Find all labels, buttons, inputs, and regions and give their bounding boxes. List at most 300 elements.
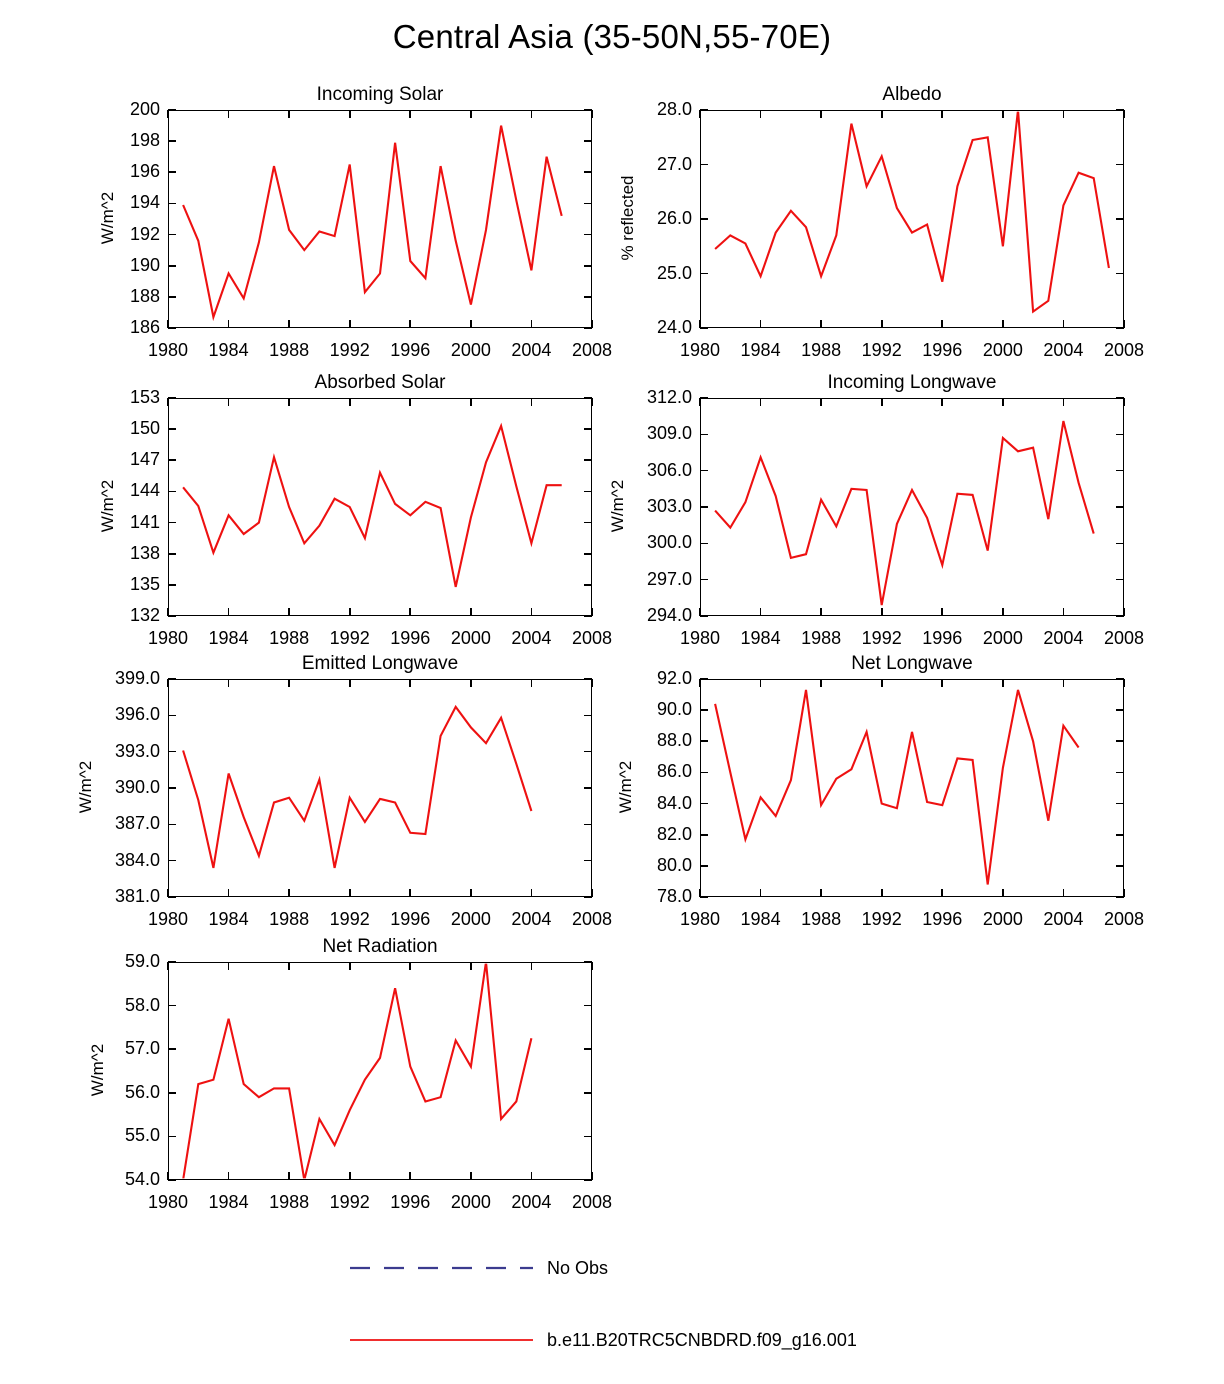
- legend-label-no-obs: No Obs: [547, 1258, 609, 1278]
- x-tick-mark: [531, 889, 533, 897]
- x-tick-label: 1984: [740, 340, 781, 360]
- y-tick-mark: [168, 1005, 176, 1007]
- x-tick-mark: [881, 889, 883, 897]
- x-tick-label: 1996: [922, 340, 963, 360]
- x-tick-mark: [820, 110, 822, 118]
- y-tick-mark: [584, 234, 592, 236]
- plot-area: [168, 679, 592, 897]
- y-tick-label: 58.0: [124, 994, 160, 1015]
- plot-area: [168, 962, 592, 1180]
- x-tick-label: 2004: [1043, 340, 1084, 360]
- y-tick-label: 90.0: [656, 699, 692, 720]
- y-tick-mark: [168, 1136, 176, 1138]
- y-tick-mark: [700, 397, 708, 399]
- x-tick-mark: [349, 398, 351, 406]
- y-tick-mark: [168, 428, 176, 430]
- y-tick-mark: [168, 296, 176, 298]
- plot-area: [700, 398, 1124, 616]
- y-axis-label: W/m^2: [98, 191, 117, 245]
- y-tick-label: 390.0: [114, 777, 160, 797]
- x-tick-mark: [228, 679, 230, 687]
- x-tick-mark: [881, 110, 883, 118]
- y-tick-mark: [168, 522, 176, 524]
- y-tick-label: 186: [129, 317, 160, 337]
- y-tick-label: 80.0: [656, 854, 692, 875]
- y-tick-label: 198: [129, 130, 160, 151]
- x-tick-mark: [941, 398, 943, 406]
- x-tick-mark: [1002, 320, 1004, 328]
- y-tick-mark: [700, 740, 708, 742]
- y-tick-mark: [700, 865, 708, 867]
- x-tick-label: 1992: [329, 628, 370, 648]
- y-tick-mark: [168, 1092, 176, 1094]
- x-tick-mark: [1063, 110, 1065, 118]
- y-tick-mark: [168, 1179, 176, 1181]
- x-tick-mark: [288, 1172, 290, 1180]
- x-tick-mark: [167, 608, 169, 616]
- y-tick-mark: [1116, 218, 1124, 220]
- y-tick-mark: [700, 470, 708, 472]
- x-tick-mark: [349, 320, 351, 328]
- x-tick-label: 2000: [450, 1192, 491, 1212]
- y-tick-label: 297.0: [646, 568, 692, 589]
- y-tick-mark: [700, 709, 708, 711]
- x-tick-mark: [591, 608, 593, 616]
- x-tick-mark: [349, 608, 351, 616]
- x-tick-mark: [1063, 679, 1065, 687]
- x-tick-mark: [820, 320, 822, 328]
- x-tick-mark: [941, 110, 943, 118]
- y-tick-mark: [168, 896, 176, 898]
- x-tick-mark: [591, 320, 593, 328]
- x-tick-label: 1996: [922, 909, 963, 929]
- legend-area: [0, 1220, 1224, 1380]
- y-tick-label: 82.0: [656, 823, 692, 844]
- y-tick-mark: [168, 327, 176, 329]
- x-tick-label: 1996: [390, 628, 431, 648]
- y-tick-mark: [1116, 709, 1124, 711]
- y-axis-label: W/m^2: [608, 479, 627, 533]
- x-tick-mark: [699, 889, 701, 897]
- y-tick-mark: [584, 787, 592, 789]
- y-tick-mark: [700, 678, 708, 680]
- y-tick-mark: [700, 218, 708, 220]
- x-tick-label: 2008: [571, 340, 613, 360]
- x-tick-label: 2000: [450, 340, 491, 360]
- y-axis-label: W/m^2: [76, 760, 95, 814]
- x-tick-mark: [409, 962, 411, 970]
- x-tick-mark: [349, 1172, 351, 1180]
- x-tick-mark: [1123, 679, 1125, 687]
- x-tick-label: 1988: [269, 628, 310, 648]
- y-tick-mark: [584, 296, 592, 298]
- y-tick-mark: [700, 434, 708, 436]
- chart-title: Incoming Longwave: [827, 372, 997, 393]
- chart-title: Net Radiation: [322, 936, 438, 957]
- x-tick-mark: [228, 398, 230, 406]
- x-tick-mark: [1002, 889, 1004, 897]
- x-tick-label: 1984: [208, 1192, 249, 1212]
- y-tick-mark: [700, 273, 708, 275]
- y-tick-label: 88.0: [656, 730, 692, 751]
- x-tick-mark: [1063, 398, 1065, 406]
- x-tick-mark: [167, 962, 169, 970]
- x-tick-mark: [591, 679, 593, 687]
- y-tick-mark: [168, 860, 176, 862]
- x-tick-mark: [288, 608, 290, 616]
- chart-title: Net Longwave: [851, 653, 973, 674]
- y-tick-mark: [584, 140, 592, 142]
- x-tick-label: 2004: [511, 909, 552, 929]
- y-tick-label: 84.0: [656, 792, 692, 813]
- x-tick-label: 2000: [450, 628, 491, 648]
- x-tick-mark: [409, 608, 411, 616]
- x-tick-mark: [409, 679, 411, 687]
- y-tick-mark: [700, 506, 708, 508]
- x-tick-mark: [531, 1172, 533, 1180]
- chart-title: Absorbed Solar: [314, 372, 446, 393]
- x-tick-label: 1992: [329, 909, 370, 929]
- x-tick-mark: [470, 679, 472, 687]
- x-tick-mark: [591, 110, 593, 118]
- y-tick-mark: [584, 171, 592, 173]
- y-tick-mark: [1116, 834, 1124, 836]
- y-tick-label: 309.0: [646, 423, 692, 444]
- y-tick-mark: [1116, 740, 1124, 742]
- x-tick-mark: [228, 110, 230, 118]
- y-axis-label: W/m^2: [98, 479, 117, 533]
- x-tick-mark: [591, 962, 593, 970]
- x-tick-mark: [760, 679, 762, 687]
- x-tick-mark: [167, 110, 169, 118]
- x-tick-mark: [470, 110, 472, 118]
- y-axis-label: % reflected: [618, 175, 637, 261]
- x-tick-label: 1980: [679, 909, 721, 929]
- y-tick-label: 387.0: [114, 813, 160, 834]
- x-tick-mark: [470, 962, 472, 970]
- y-tick-label: 27.0: [656, 153, 692, 174]
- y-tick-label: 26.0: [656, 208, 692, 228]
- y-tick-label: 200: [129, 99, 160, 119]
- y-tick-mark: [1116, 543, 1124, 545]
- y-tick-label: 135: [129, 573, 160, 594]
- x-tick-mark: [591, 1172, 593, 1180]
- x-tick-mark: [760, 889, 762, 897]
- x-tick-mark: [881, 679, 883, 687]
- x-tick-mark: [881, 608, 883, 616]
- x-tick-mark: [288, 398, 290, 406]
- y-axis-label: W/m^2: [616, 760, 635, 814]
- x-tick-mark: [760, 608, 762, 616]
- y-tick-mark: [1116, 803, 1124, 805]
- x-tick-mark: [228, 1172, 230, 1180]
- x-tick-label: 1980: [147, 1192, 189, 1212]
- y-tick-mark: [584, 1005, 592, 1007]
- y-tick-label: 188: [129, 285, 160, 306]
- chart-title: Incoming Solar: [316, 84, 444, 105]
- y-tick-mark: [168, 1048, 176, 1050]
- x-tick-mark: [1123, 608, 1125, 616]
- x-tick-label: 2004: [511, 340, 552, 360]
- x-tick-label: 1980: [679, 340, 721, 360]
- y-tick-label: 28.0: [656, 99, 692, 119]
- x-tick-label: 1988: [801, 340, 842, 360]
- y-tick-mark: [700, 543, 708, 545]
- x-tick-label: 1980: [147, 628, 189, 648]
- x-tick-mark: [699, 398, 701, 406]
- x-tick-mark: [1063, 608, 1065, 616]
- x-tick-mark: [470, 1172, 472, 1180]
- y-tick-label: 150: [129, 418, 160, 439]
- x-tick-label: 1992: [861, 340, 902, 360]
- y-tick-mark: [168, 265, 176, 267]
- x-tick-mark: [820, 679, 822, 687]
- y-tick-label: 147: [129, 449, 160, 470]
- y-tick-label: 56.0: [124, 1081, 160, 1102]
- y-tick-label: 300.0: [646, 532, 692, 553]
- y-tick-mark: [584, 491, 592, 493]
- x-tick-mark: [228, 962, 230, 970]
- y-tick-mark: [700, 803, 708, 805]
- y-tick-mark: [584, 265, 592, 267]
- x-tick-mark: [1002, 110, 1004, 118]
- y-tick-mark: [584, 553, 592, 555]
- x-tick-mark: [531, 398, 533, 406]
- y-tick-mark: [700, 834, 708, 836]
- y-tick-mark: [700, 896, 708, 898]
- x-tick-mark: [228, 320, 230, 328]
- x-tick-mark: [228, 608, 230, 616]
- y-tick-mark: [1116, 273, 1124, 275]
- x-tick-mark: [760, 398, 762, 406]
- x-tick-mark: [1123, 889, 1125, 897]
- y-tick-label: 294.0: [646, 605, 692, 625]
- x-tick-mark: [470, 398, 472, 406]
- x-tick-mark: [288, 320, 290, 328]
- x-tick-label: 1984: [208, 628, 249, 648]
- x-tick-mark: [591, 398, 593, 406]
- x-tick-label: 1988: [269, 1192, 310, 1212]
- y-tick-mark: [168, 824, 176, 826]
- y-tick-label: 190: [129, 254, 160, 275]
- x-tick-mark: [820, 889, 822, 897]
- x-tick-mark: [820, 398, 822, 406]
- y-axis-label: W/m^2: [88, 1043, 107, 1097]
- x-tick-label: 2008: [1103, 909, 1145, 929]
- x-tick-mark: [881, 398, 883, 406]
- x-tick-mark: [167, 679, 169, 687]
- x-tick-mark: [531, 679, 533, 687]
- y-tick-label: 132: [129, 605, 160, 625]
- plot-area: [700, 679, 1124, 897]
- y-tick-mark: [168, 203, 176, 205]
- plot-area: [168, 398, 592, 616]
- x-tick-mark: [1123, 398, 1125, 406]
- x-tick-mark: [288, 110, 290, 118]
- legend-label-model: b.e11.B20TRC5CNBDRD.f09_g16.001: [547, 1330, 857, 1350]
- y-tick-mark: [700, 164, 708, 166]
- x-tick-mark: [167, 889, 169, 897]
- x-tick-mark: [349, 110, 351, 118]
- y-tick-mark: [168, 961, 176, 963]
- x-tick-label: 1980: [147, 909, 189, 929]
- x-tick-label: 1984: [208, 909, 249, 929]
- x-tick-mark: [349, 962, 351, 970]
- y-tick-label: 78.0: [656, 886, 692, 906]
- y-tick-mark: [1116, 579, 1124, 581]
- x-tick-mark: [470, 320, 472, 328]
- x-tick-mark: [881, 320, 883, 328]
- x-tick-label: 1988: [801, 628, 842, 648]
- y-tick-label: 86.0: [656, 761, 692, 782]
- x-tick-mark: [531, 110, 533, 118]
- x-tick-mark: [1002, 679, 1004, 687]
- y-tick-label: 24.0: [656, 317, 692, 337]
- y-tick-mark: [168, 234, 176, 236]
- y-tick-label: 144: [129, 480, 160, 501]
- x-tick-label: 2008: [571, 1192, 613, 1212]
- x-tick-mark: [1002, 608, 1004, 616]
- y-tick-mark: [584, 751, 592, 753]
- y-tick-label: 396.0: [114, 704, 160, 725]
- y-tick-label: 393.0: [114, 740, 160, 761]
- x-tick-mark: [167, 398, 169, 406]
- x-tick-mark: [760, 320, 762, 328]
- y-tick-mark: [700, 327, 708, 329]
- x-tick-mark: [228, 889, 230, 897]
- x-tick-label: 2008: [571, 628, 613, 648]
- x-tick-label: 2004: [1043, 909, 1084, 929]
- x-tick-mark: [470, 889, 472, 897]
- x-tick-label: 1996: [390, 340, 431, 360]
- x-tick-label: 1996: [390, 909, 431, 929]
- x-tick-mark: [167, 320, 169, 328]
- y-tick-mark: [1116, 434, 1124, 436]
- x-tick-mark: [409, 110, 411, 118]
- x-tick-label: 1992: [861, 628, 902, 648]
- x-tick-label: 1988: [269, 340, 310, 360]
- x-tick-mark: [941, 889, 943, 897]
- y-tick-label: 55.0: [124, 1125, 160, 1146]
- x-tick-mark: [531, 320, 533, 328]
- x-tick-label: 2000: [982, 628, 1023, 648]
- x-tick-mark: [409, 889, 411, 897]
- x-tick-mark: [941, 608, 943, 616]
- y-tick-mark: [1116, 164, 1124, 166]
- x-tick-mark: [470, 608, 472, 616]
- y-tick-mark: [168, 140, 176, 142]
- x-tick-label: 2000: [450, 909, 491, 929]
- plot-area: [700, 110, 1124, 328]
- x-tick-mark: [820, 608, 822, 616]
- x-tick-label: 2004: [511, 1192, 552, 1212]
- y-tick-mark: [700, 109, 708, 111]
- y-tick-label: 306.0: [646, 459, 692, 480]
- y-tick-label: 312.0: [646, 387, 692, 407]
- y-tick-label: 303.0: [646, 496, 692, 516]
- y-tick-mark: [1116, 772, 1124, 774]
- x-tick-mark: [531, 962, 533, 970]
- y-tick-mark: [700, 772, 708, 774]
- y-tick-mark: [168, 459, 176, 461]
- x-tick-mark: [1123, 110, 1125, 118]
- y-tick-label: 381.0: [114, 886, 160, 906]
- x-tick-mark: [409, 398, 411, 406]
- x-tick-label: 2008: [1103, 340, 1145, 360]
- y-tick-label: 92.0: [656, 668, 692, 688]
- x-tick-mark: [288, 679, 290, 687]
- y-tick-mark: [168, 397, 176, 399]
- y-tick-mark: [584, 584, 592, 586]
- y-tick-mark: [700, 615, 708, 617]
- x-tick-mark: [1063, 320, 1065, 328]
- y-tick-mark: [584, 459, 592, 461]
- x-tick-label: 2008: [1103, 628, 1145, 648]
- y-tick-label: 196: [129, 161, 160, 182]
- y-tick-mark: [584, 428, 592, 430]
- y-tick-mark: [168, 615, 176, 617]
- x-tick-label: 1980: [679, 628, 721, 648]
- y-tick-mark: [584, 1136, 592, 1138]
- y-tick-mark: [700, 579, 708, 581]
- y-tick-mark: [584, 203, 592, 205]
- y-tick-mark: [1116, 865, 1124, 867]
- chart-title: Albedo: [882, 84, 942, 105]
- y-tick-mark: [584, 860, 592, 862]
- x-tick-mark: [409, 1172, 411, 1180]
- x-tick-label: 1996: [390, 1192, 431, 1212]
- x-tick-label: 2004: [1043, 628, 1084, 648]
- x-tick-label: 1988: [269, 909, 310, 929]
- x-tick-mark: [699, 110, 701, 118]
- x-tick-label: 2000: [982, 909, 1023, 929]
- y-tick-label: 153: [129, 387, 160, 407]
- y-tick-label: 194: [129, 192, 160, 213]
- y-tick-mark: [168, 491, 176, 493]
- x-tick-mark: [349, 679, 351, 687]
- y-tick-mark: [168, 787, 176, 789]
- y-tick-label: 54.0: [124, 1169, 160, 1189]
- y-tick-mark: [584, 1048, 592, 1050]
- x-tick-label: 1992: [861, 909, 902, 929]
- y-tick-mark: [168, 678, 176, 680]
- y-tick-mark: [168, 715, 176, 717]
- x-tick-mark: [1002, 398, 1004, 406]
- x-tick-mark: [1063, 889, 1065, 897]
- y-tick-mark: [168, 584, 176, 586]
- x-tick-mark: [288, 889, 290, 897]
- x-tick-mark: [531, 608, 533, 616]
- x-tick-mark: [349, 889, 351, 897]
- x-tick-mark: [409, 320, 411, 328]
- x-tick-mark: [699, 320, 701, 328]
- x-tick-mark: [760, 110, 762, 118]
- x-tick-label: 1992: [329, 1192, 370, 1212]
- y-tick-mark: [168, 553, 176, 555]
- x-tick-label: 2008: [571, 909, 613, 929]
- x-tick-label: 1980: [147, 340, 189, 360]
- y-tick-mark: [168, 109, 176, 111]
- y-tick-label: 384.0: [114, 849, 160, 870]
- x-tick-mark: [941, 679, 943, 687]
- y-tick-label: 57.0: [124, 1038, 160, 1059]
- y-tick-mark: [584, 522, 592, 524]
- y-tick-mark: [168, 171, 176, 173]
- y-tick-label: 138: [129, 542, 160, 563]
- chart-title: Emitted Longwave: [301, 653, 459, 674]
- x-tick-label: 1984: [208, 340, 249, 360]
- x-tick-mark: [288, 962, 290, 970]
